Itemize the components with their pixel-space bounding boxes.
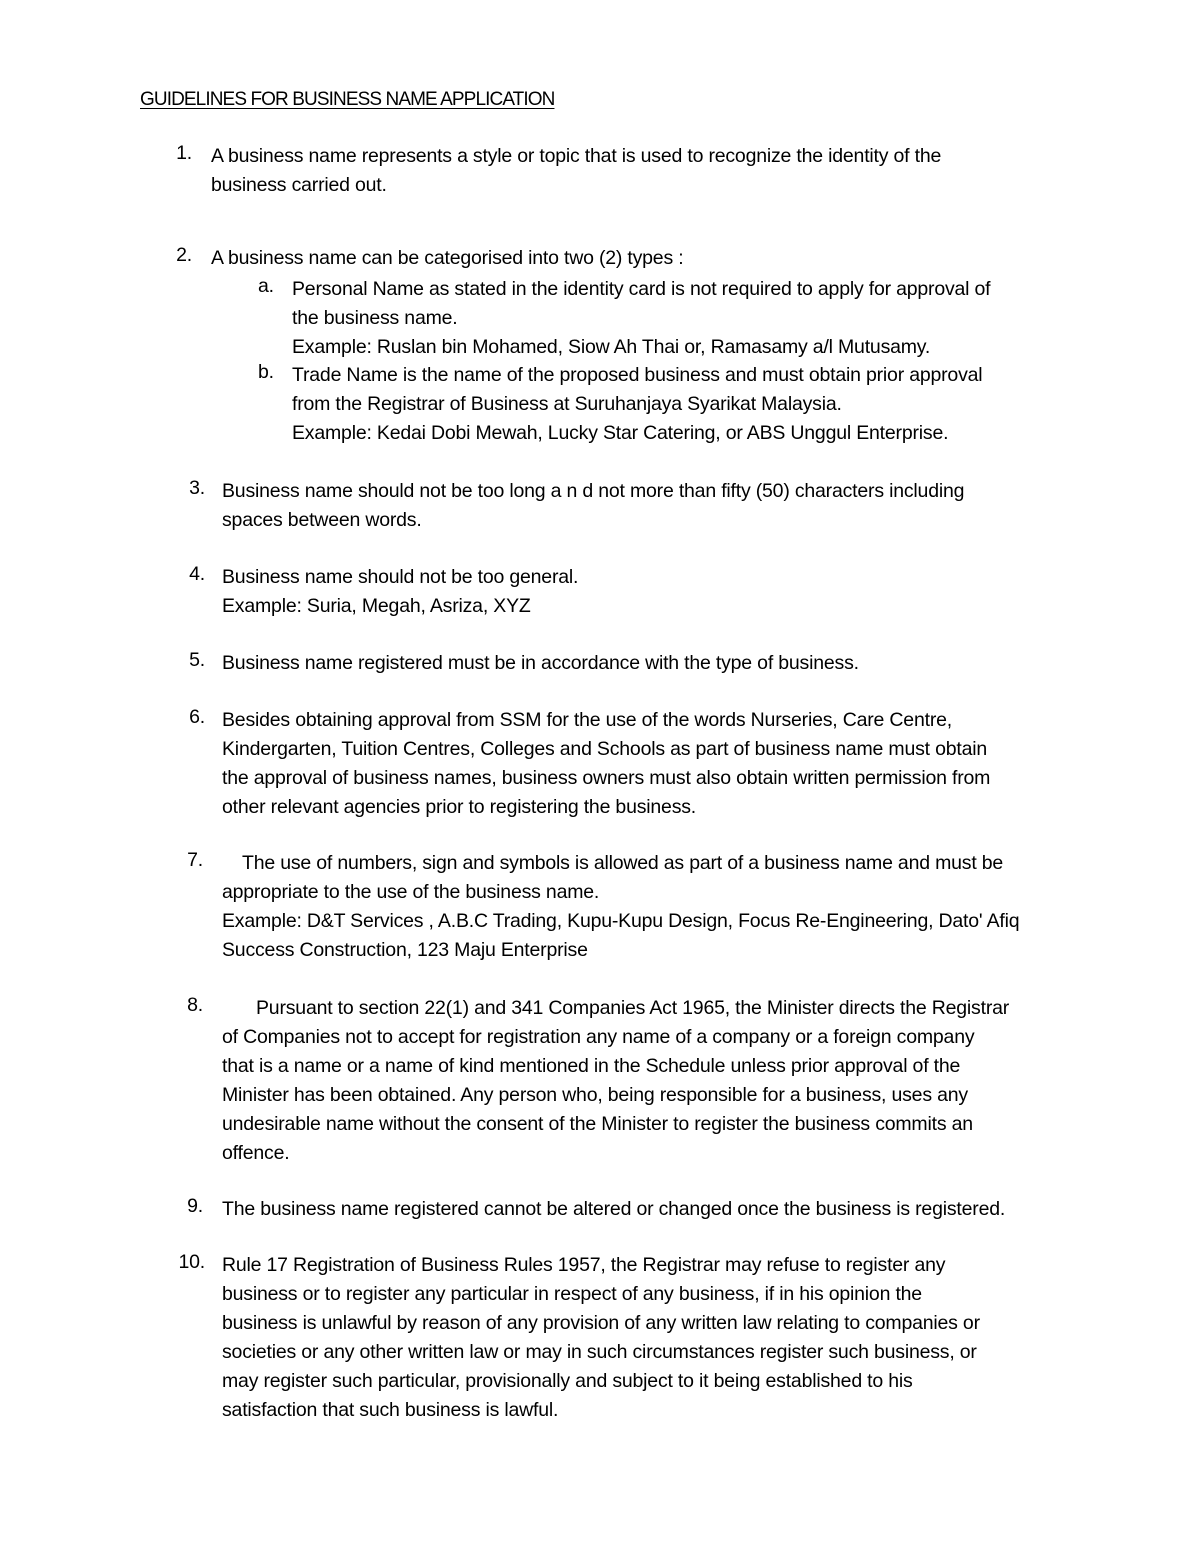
text-line: from the Registrar of Business at Suruhanjaya Syarikat Malaysia. — [292, 393, 842, 415]
item-text — [211, 244, 1111, 273]
text-line: spaces between words. — [222, 509, 422, 531]
text-line: Example: Suria, Megah, Asriza, XYZ — [222, 595, 531, 617]
text-line: Example: Ruslan bin Mohamed, Siow Ah Thai or, Ramasamy a/l Mutusamy. — [292, 336, 931, 358]
item-number: 4. — [189, 563, 205, 585]
item-number: 8. — [187, 994, 203, 1016]
text-line: the business name. — [292, 307, 458, 329]
text-line: Personal Name as stated in the identity card is not required to apply for approval of — [292, 278, 991, 300]
text-line: business is unlawful by reason of any provision of any written law relating to companies or — [222, 1312, 980, 1334]
text-line: business or to register any particular in respect of any business, if in his opinion the — [222, 1283, 922, 1305]
text-line: The use of numbers, sign and symbols is allowed as part of a business name and must be — [242, 852, 1004, 874]
sub-item-text — [292, 275, 1192, 362]
text-line: Pursuant to section 22(1) and 341 Companies Act 1965, the Minister directs the Registrar — [256, 997, 1010, 1019]
text-line: Trade Name is the name of the proposed business and must obtain prior approval — [292, 364, 983, 386]
item-text — [222, 994, 1122, 1168]
item-number: 2. — [176, 244, 192, 266]
text-line: Besides obtaining approval from SSM for the use of the words Nurseries, Care Centre, — [222, 709, 952, 731]
text-line: other relevant agencies prior to registering the business. — [222, 796, 697, 818]
text-line: the approval of business names, business owners must also obtain written permission from — [222, 767, 991, 789]
text-line: Example: D&T Services , A.B.C Trading, Kupu-Kupu Design, Focus Re-Engineering, Dato' Afiq — [222, 910, 1020, 932]
item-text — [222, 706, 1122, 822]
sub-item-letter: a. — [258, 275, 274, 297]
item-text — [211, 142, 1111, 200]
item-number: 1. — [176, 142, 192, 164]
item-number: 10. — [178, 1251, 205, 1273]
item-text — [222, 563, 1122, 621]
text-line: offence. — [222, 1142, 290, 1164]
text-line: undesirable name without the consent of the Minister to register the business commits an — [222, 1113, 973, 1135]
text-line: Success Construction, 123 Maju Enterprise — [222, 939, 588, 961]
item-text — [222, 1195, 1122, 1224]
text-line: satisfaction that such business is lawful. — [222, 1399, 559, 1421]
text-line: appropriate to the use of the business name. — [222, 881, 600, 903]
sub-item-letter: b. — [258, 361, 274, 383]
text-line: Business name should not be too general. — [222, 566, 579, 588]
text-line: societies or any other written law or may in such circumstances register such business, or — [222, 1341, 977, 1363]
item-number: 3. — [189, 477, 205, 499]
text-line: of Companies not to accept for registration any name of a company or a foreign company — [222, 1026, 975, 1048]
text-line: A business name can be categorised into two (2) types : — [211, 247, 684, 269]
text-line: Business name registered must be in accordance with the type of business. — [222, 652, 859, 674]
item-text — [222, 477, 1122, 535]
document-title: GUIDELINES FOR BUSINESS NAME APPLICATION — [140, 89, 555, 110]
item-text — [222, 849, 1122, 965]
item-number: 5. — [189, 649, 205, 671]
item-number: 9. — [187, 1195, 203, 1217]
text-line: that is a name or a name of kind mentioned in the Schedule unless prior approval of the — [222, 1055, 961, 1077]
text-line: A business name represents a style or topic that is used to recognize the identity of the — [211, 145, 942, 167]
item-text — [222, 1251, 1122, 1425]
text-line: Rule 17 Registration of Business Rules 1957, the Registrar may refuse to register any — [222, 1254, 946, 1276]
text-line: business carried out. — [211, 174, 387, 196]
text-line: The business name registered cannot be altered or changed once the business is registered. — [222, 1198, 1006, 1220]
sub-item-text — [292, 361, 1192, 448]
text-line: Example: Kedai Dobi Mewah, Lucky Star Catering, or ABS Unggul Enterprise. — [292, 422, 949, 444]
item-number: 7. — [187, 849, 203, 871]
item-text — [222, 649, 1122, 678]
item-number: 6. — [189, 706, 205, 728]
text-line: Kindergarten, Tuition Centres, Colleges and Schools as part of business name must obtain — [222, 738, 988, 760]
text-line: Minister has been obtained. Any person who, being responsible for a business, uses any — [222, 1084, 968, 1106]
text-line: may register such particular, provisionally and subject to it being established to his — [222, 1370, 913, 1392]
text-line: Business name should not be too long a n d not more than fifty (50) characters including — [222, 480, 965, 502]
